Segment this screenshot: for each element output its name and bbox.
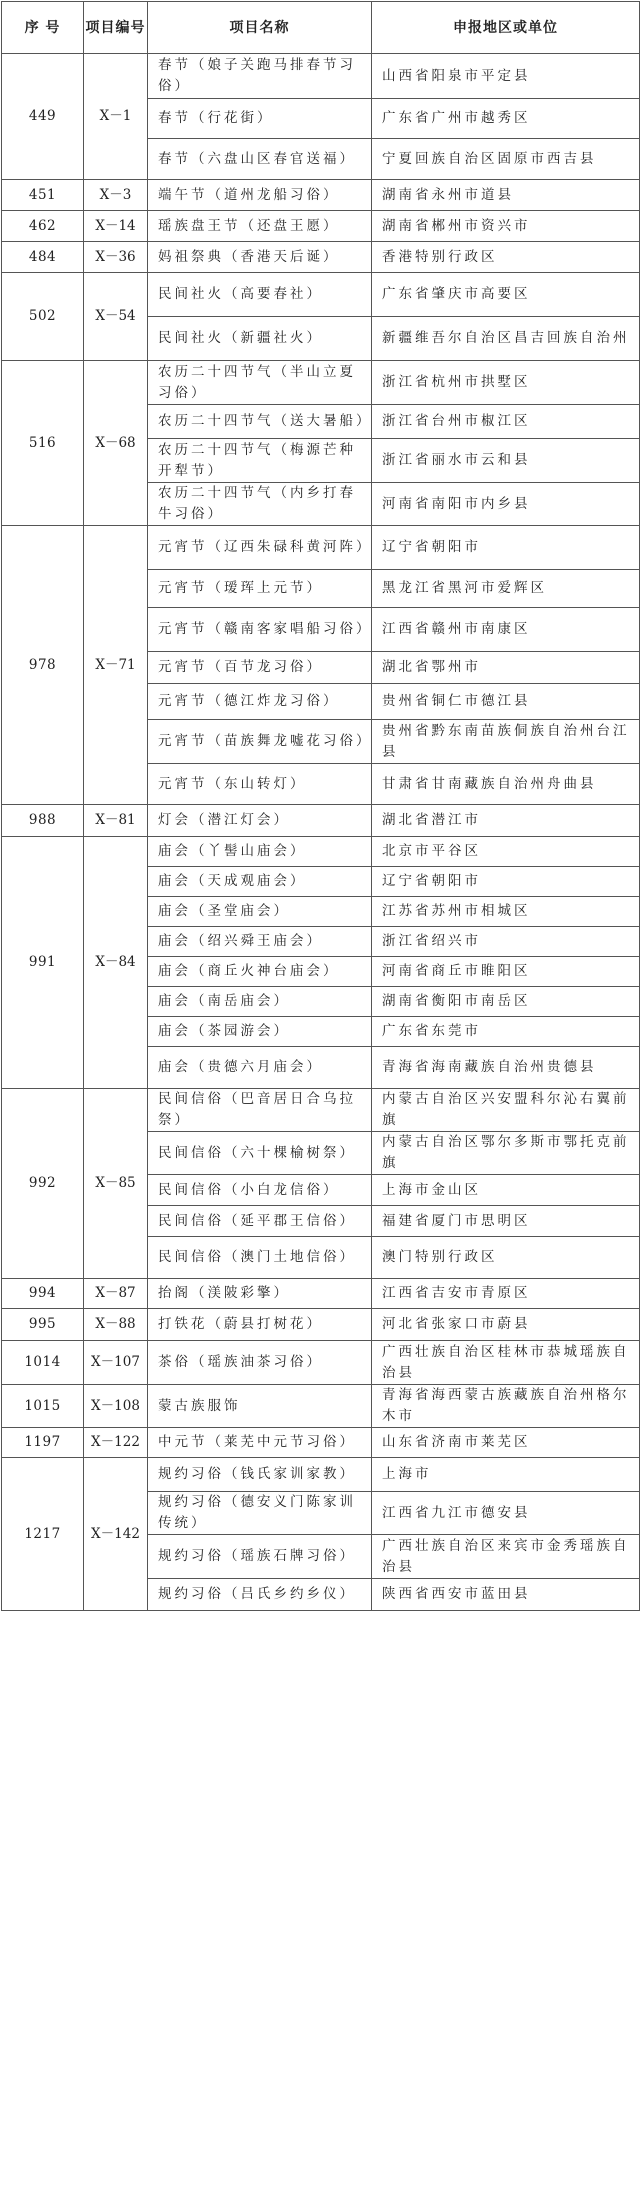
region-cell: 北京市平谷区 xyxy=(372,837,640,867)
code-cell: Ⅹ－36 xyxy=(84,242,148,273)
code-cell: Ⅹ－3 xyxy=(84,180,148,211)
region-cell: 黑龙江省黑河市爱辉区 xyxy=(372,570,640,608)
project-name-cell: 抬阁（渼陂彩擎） xyxy=(148,1279,372,1309)
seq-cell: 995 xyxy=(2,1309,84,1341)
table-row xyxy=(2,1089,640,1132)
seq-cell: 988 xyxy=(2,805,84,837)
project-name-cell: 元宵节（赣南客家唱船习俗） xyxy=(148,608,372,652)
project-name-cell: 元宵节（百节龙习俗） xyxy=(148,652,372,684)
project-name-cell: 灯会（潜江灯会） xyxy=(148,805,372,837)
table-row xyxy=(2,1279,640,1309)
project-name-cell: 庙会（茶园游会） xyxy=(148,1017,372,1047)
region-cell: 青海省海西蒙古族藏族自治州格尔木市 xyxy=(372,1385,640,1428)
project-name-cell: 规约习俗（吕氏乡约乡仪） xyxy=(148,1579,372,1611)
seq-cell: 978 xyxy=(2,526,84,805)
project-name-cell: 庙会（南岳庙会） xyxy=(148,987,372,1017)
region-cell: 甘肃省甘南藏族自治州舟曲县 xyxy=(372,764,640,805)
region-cell: 贵州省铜仁市德江县 xyxy=(372,684,640,720)
code-cell: Ⅹ－68 xyxy=(84,361,148,526)
table-row xyxy=(2,1309,640,1341)
project-name-cell: 庙会（圣堂庙会） xyxy=(148,897,372,927)
project-name-cell: 蒙古族服饰 xyxy=(148,1385,372,1428)
region-cell: 江西省吉安市青原区 xyxy=(372,1279,640,1309)
table-row xyxy=(2,1428,640,1458)
project-name-cell: 庙会（绍兴舜王庙会） xyxy=(148,927,372,957)
seq-cell: 992 xyxy=(2,1089,84,1279)
region-cell: 澳门特别行政区 xyxy=(372,1237,640,1279)
code-cell: Ⅹ－1 xyxy=(84,54,148,180)
code-cell: Ⅹ－108 xyxy=(84,1385,148,1428)
region-cell: 青海省海南藏族自治州贵德县 xyxy=(372,1047,640,1089)
region-cell: 湖南省衡阳市南岳区 xyxy=(372,987,640,1017)
table-row xyxy=(2,242,640,273)
region-cell: 湖北省潜江市 xyxy=(372,805,640,837)
region-cell: 辽宁省朝阳市 xyxy=(372,867,640,897)
region-cell: 湖南省永州市道县 xyxy=(372,180,640,211)
region-cell: 河北省张家口市蔚县 xyxy=(372,1309,640,1341)
project-name-cell: 农历二十四节气（半山立夏习俗） xyxy=(148,361,372,405)
project-name-cell: 元宵节（瑷珲上元节） xyxy=(148,570,372,608)
region-cell: 山西省阳泉市平定县 xyxy=(372,54,640,99)
project-name-cell: 庙会（商丘火神台庙会） xyxy=(148,957,372,987)
seq-cell: 1014 xyxy=(2,1341,84,1385)
project-name-cell: 庙会（天成观庙会） xyxy=(148,867,372,897)
region-cell: 江西省赣州市南康区 xyxy=(372,608,640,652)
heritage-table xyxy=(1,1,640,1611)
table-row xyxy=(2,805,640,837)
seq-cell: 994 xyxy=(2,1279,84,1309)
region-cell: 上海市 xyxy=(372,1458,640,1492)
project-name-cell: 元宵节（德江炸龙习俗） xyxy=(148,684,372,720)
project-name-cell: 春节（六盘山区春官送福） xyxy=(148,139,372,180)
region-cell: 辽宁省朝阳市 xyxy=(372,526,640,570)
table-row xyxy=(2,1458,640,1492)
region-cell: 河南省南阳市内乡县 xyxy=(372,483,640,526)
region-cell: 湖南省郴州市资兴市 xyxy=(372,211,640,242)
region-cell: 广东省东莞市 xyxy=(372,1017,640,1047)
seq-cell: 991 xyxy=(2,837,84,1089)
project-name-cell: 瑶族盘王节（还盘王愿） xyxy=(148,211,372,242)
region-cell: 广东省广州市越秀区 xyxy=(372,99,640,139)
project-name-cell: 元宵节（东山转灯） xyxy=(148,764,372,805)
region-cell: 内蒙古自治区兴安盟科尔沁右翼前旗 xyxy=(372,1089,640,1132)
table-row xyxy=(2,211,640,242)
region-cell: 新疆维吾尔自治区昌吉回族自治州 xyxy=(372,317,640,361)
region-cell: 广西壮族自治区桂林市恭城瑶族自治县 xyxy=(372,1341,640,1385)
project-name-cell: 春节（娘子关跑马排春节习俗） xyxy=(148,54,372,99)
table-row xyxy=(2,273,640,317)
region-cell: 浙江省丽水市云和县 xyxy=(372,439,640,483)
seq-cell: 1197 xyxy=(2,1428,84,1458)
project-name-cell: 规约习俗（德安义门陈家训传统） xyxy=(148,1492,372,1535)
seq-cell: 451 xyxy=(2,180,84,211)
region-cell: 湖北省鄂州市 xyxy=(372,652,640,684)
project-name-cell: 打铁花（蔚县打树花） xyxy=(148,1309,372,1341)
seq-cell: 449 xyxy=(2,54,84,180)
seq-cell: 516 xyxy=(2,361,84,526)
table-row xyxy=(2,180,640,211)
code-cell: Ⅹ－85 xyxy=(84,1089,148,1279)
code-cell: Ⅹ－54 xyxy=(84,273,148,361)
header-code: 项目编号 xyxy=(84,2,148,54)
region-cell: 广西壮族自治区来宾市金秀瑶族自治县 xyxy=(372,1535,640,1579)
seq-cell: 1015 xyxy=(2,1385,84,1428)
region-cell: 江苏省苏州市相城区 xyxy=(372,897,640,927)
project-name-cell: 民间信俗（小白龙信俗） xyxy=(148,1175,372,1206)
code-cell: Ⅹ－107 xyxy=(84,1341,148,1385)
project-name-cell: 中元节（莱芜中元节习俗） xyxy=(148,1428,372,1458)
header-seq: 序 号 xyxy=(2,2,84,54)
project-name-cell: 民间社火（高要春社） xyxy=(148,273,372,317)
project-name-cell: 民间信俗（六十棵榆树祭） xyxy=(148,1132,372,1175)
code-cell: Ⅹ－122 xyxy=(84,1428,148,1458)
header-row xyxy=(2,2,640,54)
region-cell: 浙江省台州市椒江区 xyxy=(372,405,640,439)
project-name-cell: 规约习俗（钱氏家训家教） xyxy=(148,1458,372,1492)
region-cell: 上海市金山区 xyxy=(372,1175,640,1206)
code-cell: Ⅹ－87 xyxy=(84,1279,148,1309)
table-row xyxy=(2,837,640,867)
region-cell: 福建省厦门市思明区 xyxy=(372,1206,640,1237)
code-cell: Ⅹ－84 xyxy=(84,837,148,1089)
region-cell: 浙江省杭州市拱墅区 xyxy=(372,361,640,405)
region-cell: 河南省商丘市睢阳区 xyxy=(372,957,640,987)
project-name-cell: 庙会（丫髻山庙会） xyxy=(148,837,372,867)
project-name-cell: 春节（行花街） xyxy=(148,99,372,139)
table-body xyxy=(2,54,640,1611)
project-name-cell: 元宵节（苗族舞龙嘘花习俗） xyxy=(148,720,372,764)
table-row xyxy=(2,526,640,570)
seq-cell: 502 xyxy=(2,273,84,361)
project-name-cell: 庙会（贵德六月庙会） xyxy=(148,1047,372,1089)
region-cell: 山东省济南市莱芜区 xyxy=(372,1428,640,1458)
project-name-cell: 农历二十四节气（内乡打春牛习俗） xyxy=(148,483,372,526)
table-row xyxy=(2,361,640,405)
seq-cell: 462 xyxy=(2,211,84,242)
region-cell: 香港特别行政区 xyxy=(372,242,640,273)
project-name-cell: 妈祖祭典（香港天后诞） xyxy=(148,242,372,273)
code-cell: Ⅹ－71 xyxy=(84,526,148,805)
code-cell: Ⅹ－142 xyxy=(84,1458,148,1611)
table-row xyxy=(2,1385,640,1428)
region-cell: 宁夏回族自治区固原市西吉县 xyxy=(372,139,640,180)
project-name-cell: 端午节（道州龙船习俗） xyxy=(148,180,372,211)
region-cell: 广东省肇庆市高要区 xyxy=(372,273,640,317)
project-name-cell: 茶俗（瑶族油茶习俗） xyxy=(148,1341,372,1385)
header-region: 申报地区或单位 xyxy=(372,2,640,54)
seq-cell: 1217 xyxy=(2,1458,84,1611)
table-row xyxy=(2,1341,640,1385)
project-name-cell: 农历二十四节气（梅源芒种开犁节） xyxy=(148,439,372,483)
table-row xyxy=(2,54,640,99)
header-name: 项目名称 xyxy=(148,2,372,54)
project-name-cell: 民间信俗（巴音居日合乌拉祭） xyxy=(148,1089,372,1132)
project-name-cell: 民间信俗（澳门土地信俗） xyxy=(148,1237,372,1279)
code-cell: Ⅹ－14 xyxy=(84,211,148,242)
code-cell: Ⅹ－88 xyxy=(84,1309,148,1341)
project-name-cell: 农历二十四节气（送大暑船） xyxy=(148,405,372,439)
region-cell: 浙江省绍兴市 xyxy=(372,927,640,957)
project-name-cell: 民间社火（新疆社火） xyxy=(148,317,372,361)
region-cell: 内蒙古自治区鄂尔多斯市鄂托克前旗 xyxy=(372,1132,640,1175)
project-name-cell: 民间信俗（延平郡王信俗） xyxy=(148,1206,372,1237)
table-header xyxy=(2,2,640,54)
region-cell: 贵州省黔东南苗族侗族自治州台江县 xyxy=(372,720,640,764)
project-name-cell: 元宵节（辽西朱碌科黄河阵） xyxy=(148,526,372,570)
seq-cell: 484 xyxy=(2,242,84,273)
code-cell: Ⅹ－81 xyxy=(84,805,148,837)
region-cell: 江西省九江市德安县 xyxy=(372,1492,640,1535)
region-cell: 陕西省西安市蓝田县 xyxy=(372,1579,640,1611)
project-name-cell: 规约习俗（瑶族石牌习俗） xyxy=(148,1535,372,1579)
